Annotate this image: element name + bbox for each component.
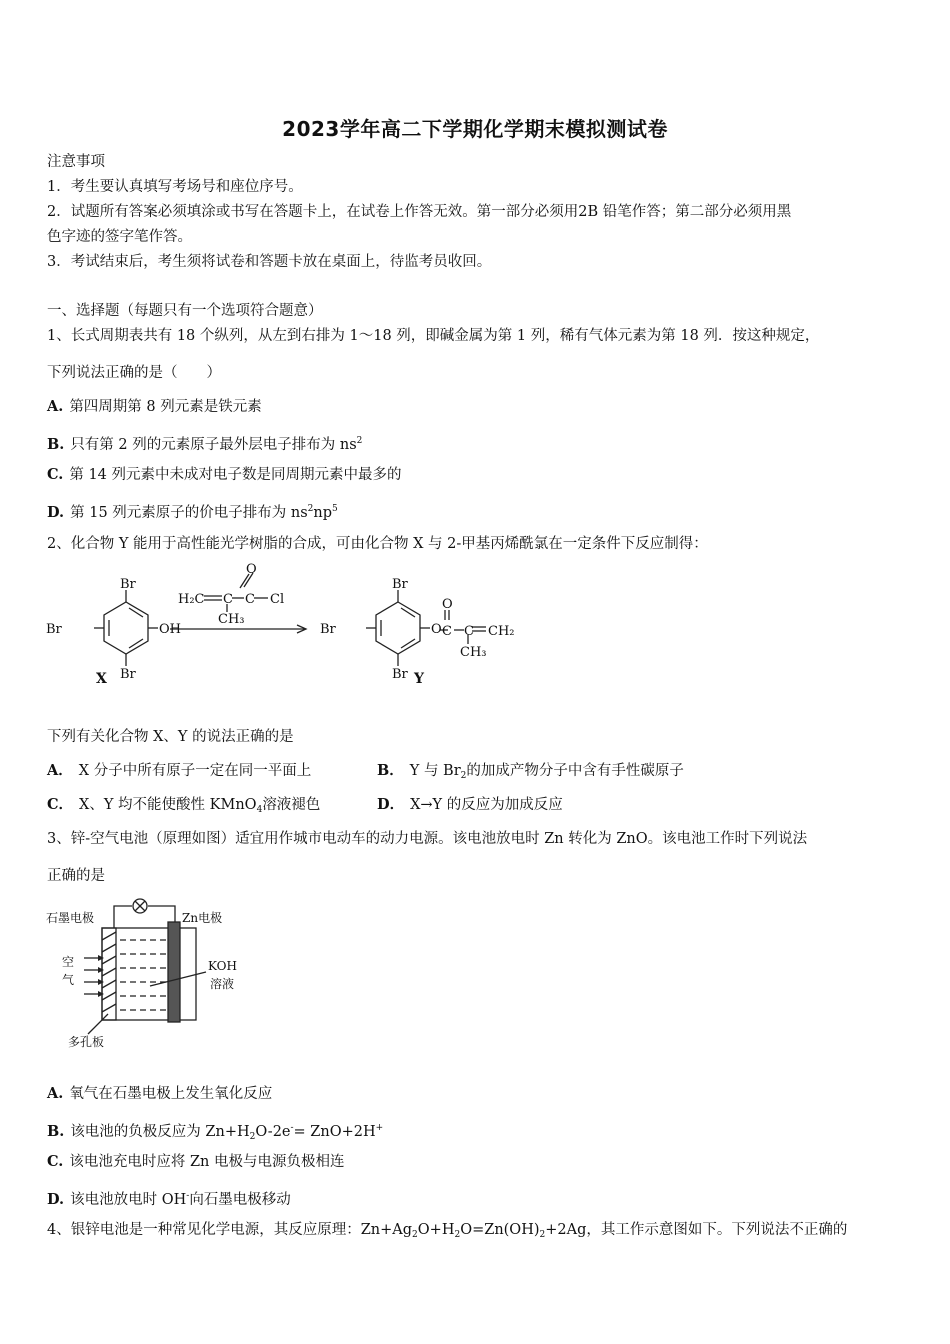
option-text: Y 与 Br	[409, 763, 461, 779]
q1-option-c	[47, 465, 402, 485]
q2-option-c	[47, 795, 320, 820]
y-br-left: Br	[320, 622, 336, 637]
q4-stem-text: O+H	[417, 1222, 455, 1238]
q3-option-d	[47, 1186, 291, 1210]
subscript: 2	[460, 771, 467, 781]
koh-label: KOH	[208, 959, 237, 973]
q1-option-a	[47, 397, 262, 417]
x-br-top: Br	[120, 577, 136, 592]
benzene-ring-y	[376, 602, 420, 654]
subscript: 2	[539, 1230, 546, 1240]
reagent-o: O	[246, 562, 257, 577]
option-text: 的加成产物分子中含有手性碳原子	[466, 763, 684, 779]
air-label-2: 气	[62, 973, 75, 987]
page-title: 2023学年高二下学期化学期末模拟测试卷	[282, 117, 668, 141]
q3-option-b	[47, 1118, 383, 1147]
x-br-left: Br	[46, 622, 62, 637]
superscript: 5	[332, 504, 338, 514]
option-letter: A.	[47, 398, 64, 415]
reaction-scheme-diagram	[40, 560, 520, 690]
x-oh: OH	[159, 622, 181, 637]
reagent-h2c: H₂C	[178, 592, 205, 607]
superscript: -	[290, 1123, 294, 1133]
superscript: -	[186, 1191, 190, 1201]
air-label-1: 空	[62, 955, 75, 969]
option-text: X、Y 均不能使酸性 KMnO	[79, 797, 257, 813]
notice-item-2: 2．试题所有答案必须填涂或书写在答题卡上，在试卷上作答无效。第一部分必须用2B 铅笔作答；第二部分必须用黑	[47, 204, 792, 220]
y-br-top: Br	[392, 577, 408, 592]
option-text: 第四周期第 8 列元素是铁元素	[69, 399, 262, 415]
q1-stem-line2: 下列说法正确的是（ ）	[47, 365, 221, 381]
option-letter: D.	[47, 1191, 65, 1208]
q3-option-c	[47, 1152, 344, 1172]
compound-x-label: X	[96, 671, 107, 687]
option-letter: C.	[47, 1153, 64, 1170]
section-heading: 一、选择题（每题只有一个选项符合题意）	[47, 303, 323, 319]
option-text: X 分子中所有原子一定在同一平面上	[78, 763, 312, 779]
q2-option-d	[377, 795, 563, 815]
reagent-cl: Cl	[270, 592, 285, 607]
zinc-air-battery-diagram	[40, 896, 270, 1052]
notice-item-2-cont: 色字迹的签字笔作答。	[47, 229, 192, 245]
option-text: 该电池放电时 OH	[70, 1192, 187, 1208]
y-o-ester: O	[431, 622, 442, 637]
q3-stem-line2: 正确的是	[47, 868, 105, 884]
q1-option-d	[47, 499, 338, 523]
superscript: 2	[307, 504, 314, 514]
q2-stem: 2、化合物 Y 能用于高性能光学树脂的合成，可由化合物 X 与 2-甲基丙烯酰氯在一定条件下反应制得：	[47, 536, 708, 552]
option-text: 第 14 列元素中未成对电子数是同周期元素中最多的	[69, 467, 402, 483]
option-letter: A．	[47, 762, 73, 779]
option-letter: C．	[47, 796, 74, 813]
zn-electrode-label: Zn电极	[182, 911, 223, 925]
option-letter: B．	[377, 762, 404, 779]
graphite-electrode-label: 石墨电极	[46, 911, 95, 925]
q4-stem	[47, 1220, 847, 1245]
option-letter: B.	[47, 1123, 65, 1140]
q1-option-b	[47, 431, 362, 455]
option-letter: A.	[47, 1085, 64, 1102]
option-text: 溶液褪色	[262, 797, 321, 813]
notice-item-1: 1．考生要认真填写考场号和座位序号。	[47, 179, 303, 195]
option-text: 第 15 列元素原子的价电子排布为 ns	[70, 505, 308, 521]
q3-option-a	[47, 1084, 272, 1104]
option-text-mid: np	[313, 505, 333, 521]
q2-option-b	[377, 761, 684, 786]
compound-y-label: Y	[414, 671, 424, 687]
option-text: O-2e	[255, 1124, 291, 1140]
superscript: 2	[356, 436, 363, 446]
q2-option-a	[47, 761, 311, 781]
option-text: 氧气在石墨电极上发生氧化反应	[69, 1086, 273, 1102]
y-c1: C	[442, 624, 452, 639]
koh-solution-label: 溶液	[210, 977, 235, 991]
option-text: = ZnO+2H	[293, 1124, 376, 1140]
superscript: +	[375, 1123, 384, 1133]
option-text: 向石墨电极移动	[189, 1192, 291, 1208]
option-letter: C.	[47, 466, 64, 483]
y-ch3: CH₃	[460, 645, 487, 660]
porous-plate-label: 多孔板	[68, 1035, 105, 1049]
reagent-c1: C	[223, 592, 233, 607]
x-br-bottom: Br	[120, 667, 136, 682]
option-text: X→Y 的反应为加成反应	[410, 797, 563, 813]
q4-stem-text: +2Ag，其工作示意图如下。下列说法不正确的	[545, 1222, 848, 1238]
option-text: 只有第 2 列的元素原子最外层电子排布为 ns	[70, 437, 357, 453]
benzene-ring-x	[104, 602, 148, 654]
y-br-bottom: Br	[392, 667, 408, 682]
notice-item-3: 3．考试结束后，考生须将试卷和答题卡放在桌面上，待监考员收回。	[47, 254, 492, 270]
subscript: 2	[249, 1132, 256, 1142]
subscript: 2	[412, 1230, 418, 1240]
option-text: 该电池的负极反应为 Zn+H	[70, 1124, 250, 1140]
reagent-c2: C	[245, 592, 255, 607]
y-c2: C	[464, 624, 474, 639]
option-text: 该电池充电时应将 Zn 电极与电源负极相连	[69, 1154, 345, 1170]
option-letter: D.	[47, 504, 65, 521]
y-ch2: CH₂	[488, 624, 515, 639]
q2-sub-stem: 下列有关化合物 X、Y 的说法正确的是	[47, 729, 294, 745]
subscript: 2	[454, 1230, 461, 1240]
q4-stem-text: 4、银锌电池是一种常见化学电源，其反应原理：Zn+Ag	[47, 1222, 413, 1238]
q3-stem-line1: 3、锌-空气电池（原理如图）适宜用作城市电动车的动力电源。该电池放电时 Zn 转化为 ZnO。该电池工作时下列说法	[47, 831, 808, 847]
y-o-carbonyl: O	[442, 597, 453, 612]
q1-stem-line1: 1、长式周期表共有 18 个纵列，从左到右排为 1～18 列，即碱金属为第 1 列，稀有气体元素为第 18 列．按这种规定，	[47, 328, 820, 344]
q4-stem-text: O=Zn(OH)	[460, 1222, 540, 1238]
notice-heading: 注意事项	[47, 154, 105, 170]
subscript: 4	[256, 805, 263, 815]
option-letter: B.	[47, 436, 65, 453]
option-letter: D．	[377, 796, 405, 813]
reagent-ch3: CH₃	[218, 612, 245, 627]
